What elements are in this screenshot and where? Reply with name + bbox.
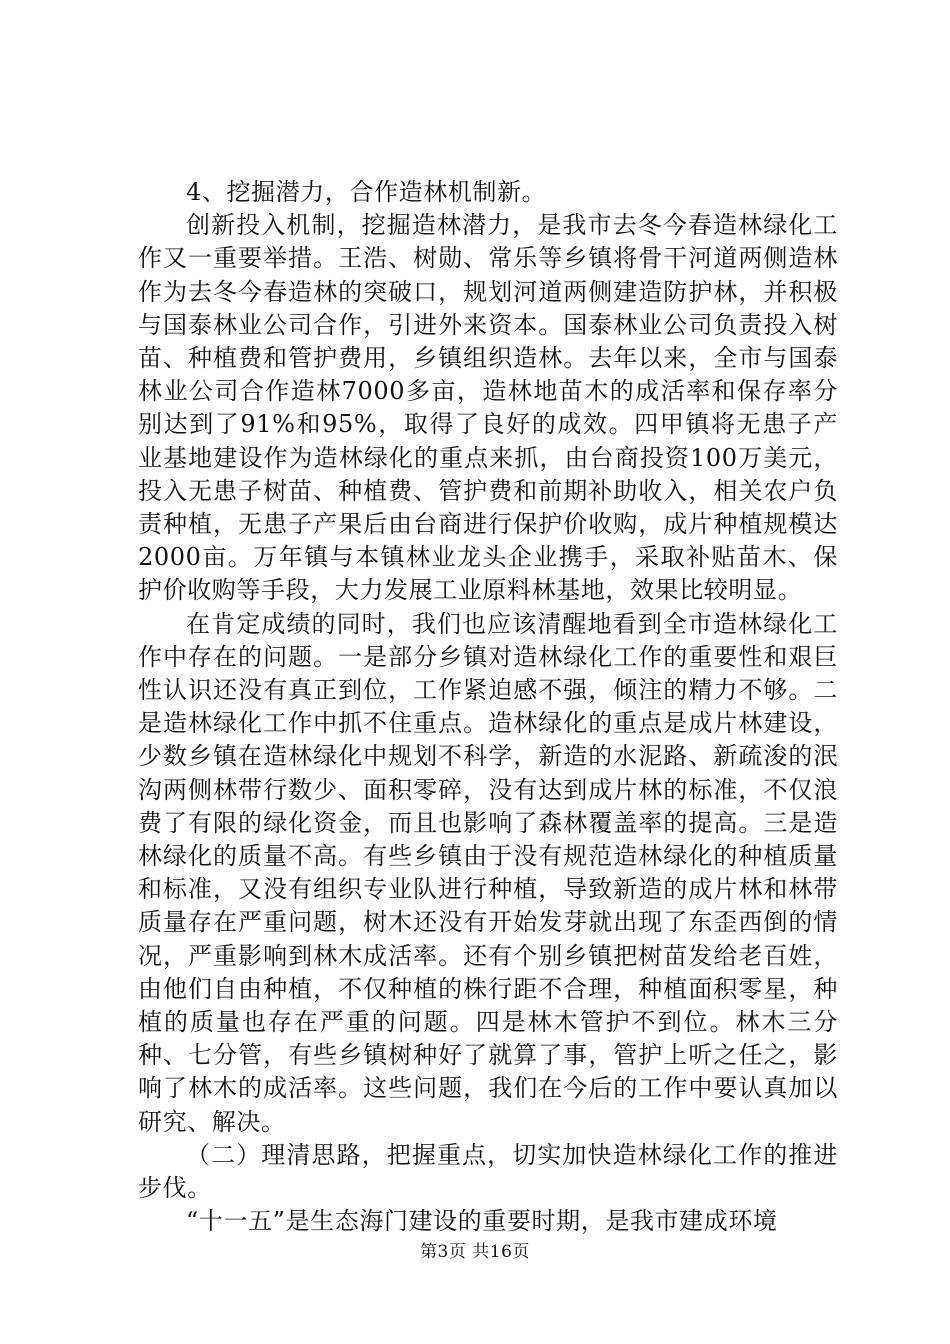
document-body xyxy=(138,176,838,1239)
paragraph-innovation: 创新投入机制，挖掘造林潜力，是我市去冬今春造林绿化工作又一重要举措。王浩、树勋、常乐等乡镇将骨干河道两侧造林作为去冬今春造林的突破口，规划河道两侧建造防护林，并积极与国泰林业公司合作，引进外来资本。国泰林业公司负责投入树苗、种植费和管护费用，乡镇组织造林。去年以来，全市与国泰林业公司合作造林7000多亩，造林地苗木的成活率和保存率分别达到了91%和95%，取得了良好的成效。四甲镇将无患子产业基地建设作为造林绿化的重点来抓，由台商投资100万美元，投入无患子树苗、种植费、管护费和前期补助收入，相关农户负责种植，无患子产果后由台商进行保护价收购，成片种植规模达2000亩。万年镇与本镇林业龙头企业携手，采取补贴苗木、保护价收购等手段，大力发展工业原料林基地，效果比较明显。 xyxy=(138,211,838,605)
paragraph-problems: 在肯定成绩的同时，我们也应该清醒地看到全市造林绿化工作中存在的问题。一是部分乡镇对造林绿化工作的重要性和艰巨性认识还没有真正到位，工作紧迫感不强，倾注的精力不够。二是造林绿化工作中抓不住重点。造林绿化的重点是成片林建设，少数乡镇在造林绿化中规划不科学，新造的水泥路、新疏浚的泯沟两侧林带行数少、面积零碎，没有达到成片林的标准，不仅浪费了有限的绿化资金，而且也影响了森林覆盖率的提高。三是造林绿化的质量不高。有些乡镇由于没有规范造林绿化的种植质量和标准，又没有组织专业队进行种植，导致新造的成片林和林带质量存在严重问题，树木还没有开始发芽就出现了东歪西倒的情况，严重影响到林木成活率。还有个别乡镇把树苗发给老百姓，由他们自由种植，不仅种植的株行距不合理，种植面积零星，种植的质量也存在严重的问题。四是林木管护不到位。林木三分种、七分管，有些乡镇树种好了就算了事，管护上听之任之，影响了林木的成活率。这些问题，我们在今后的工作中要认真加以研究、解决。 xyxy=(138,609,838,1136)
section-heading-4: 4、挖掘潜力，合作造林机制新。 xyxy=(186,178,547,206)
page-number-footer: 第3页 共16页 xyxy=(420,1242,530,1262)
paragraph-eleventh-five-year: “十一五”是生态海门建设的重要时期，是我市建成环境 xyxy=(186,1207,778,1236)
section-heading-2: （二）理清思路，把握重点，切实加快造林绿化工作的推进步伐。 xyxy=(138,1140,838,1203)
